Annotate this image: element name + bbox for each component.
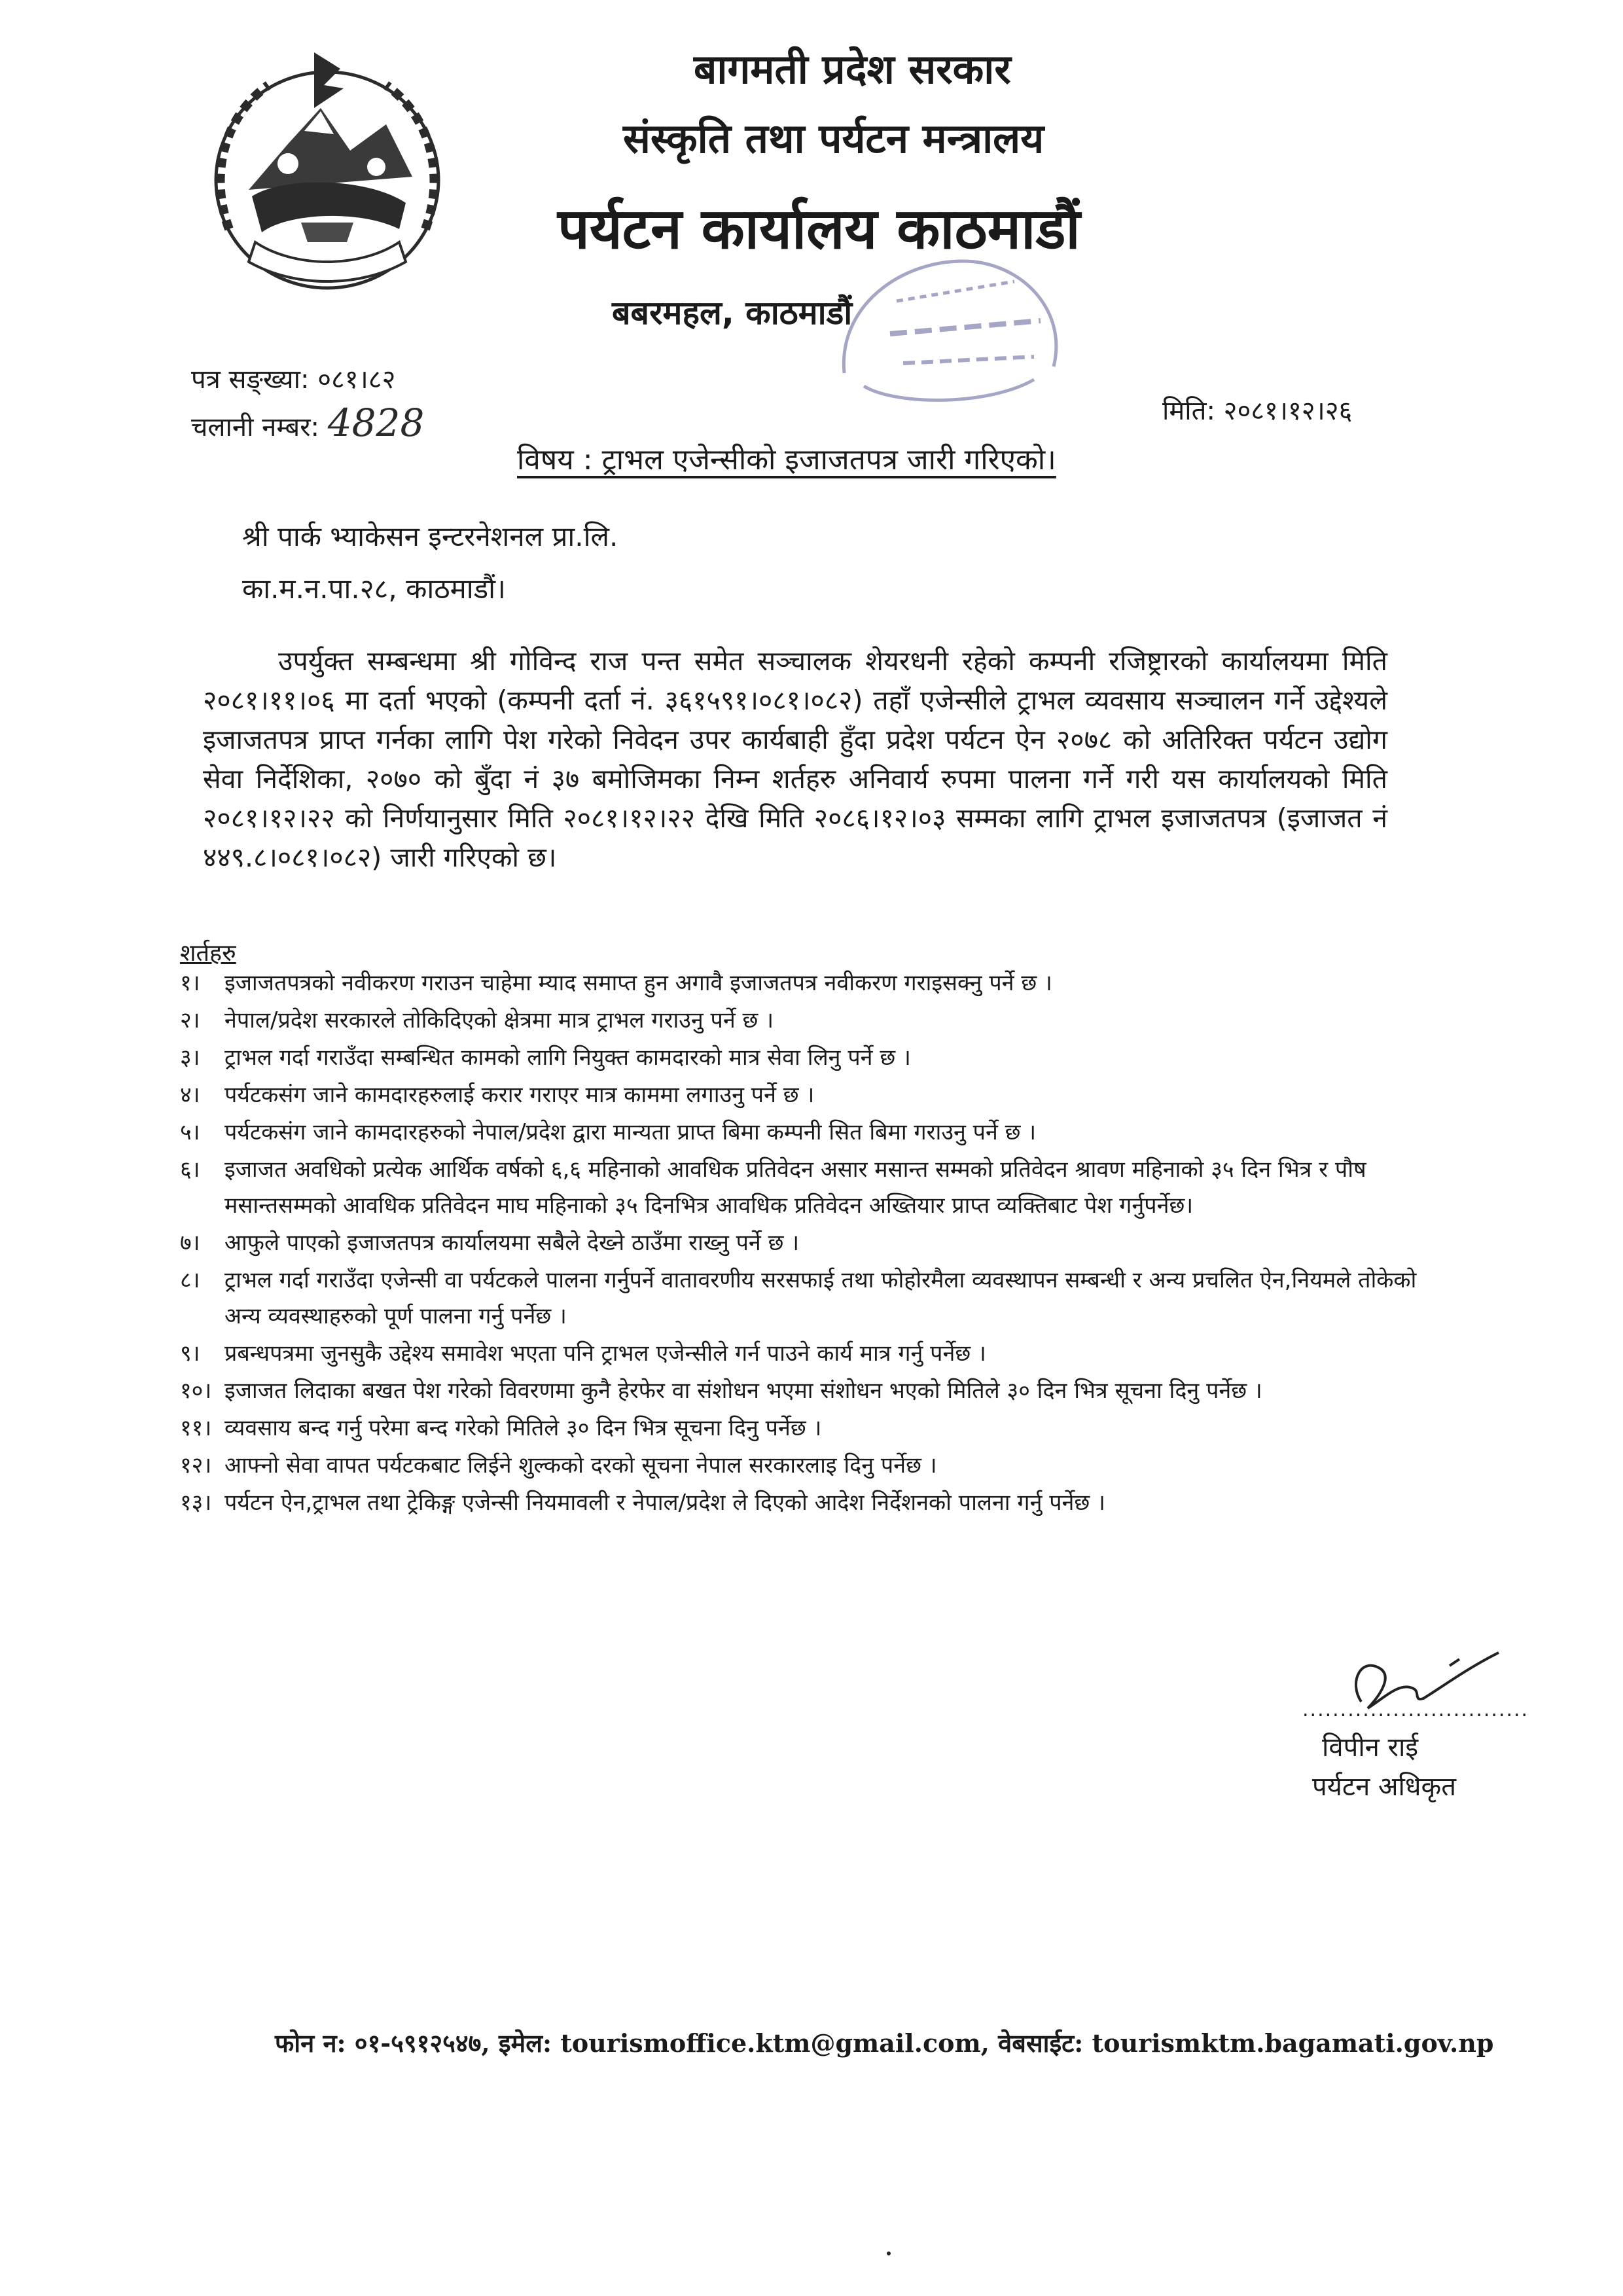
condition-item: ९। प्रबन्धपत्रमा जुनसुकै उद्देश्य समावेश भएता पनि ट्राभल एजेन्सीले गर्न पाउने कार्य मात्र गर्नु पर्नेछ । [180,1340,986,1367]
dispatch-number-value: 4828 [327,401,425,445]
header-province: बागमती प्रदेश सरकार [694,45,1011,93]
letter-number-label: पत्र सङ्ख्या: [191,365,310,395]
condition-item: १२। आफ्नो सेवा वापत पर्यटकबाट लिईने शुल्कको दरको सूचना नेपाल सरकारलाइ दिनु पर्नेछ । [180,1452,937,1479]
dispatch-number [191,401,424,445]
body-paragraph: उपर्युक्त सम्बन्धमा श्री गोविन्द राज पन्त समेत सञ्चालक शेयरधनी रहेको कम्पनी रजिष्ट्रारको कार्यालयमा मिति २०८१।११।०६ मा दर्ता भएको (कम्पनी दर्ता नं. ३६१५९१।०८१।०८२) तहाँ एजेन्सीले ट्राभल व्यवसाय सञ्चालन गर्ने उद्देश्यले इजाजतपत्र प्राप्त गर्नका लागि पेश गरेको निवेदन उपर कार्यबाही हुँदा प्रदेश पर्यटन ऐन २०७८ को अतिरिक्त पर्यटन उद्योग सेवा निर्देशिका, २०७० को बुँदा नं ३७ बमोजिमका निम्न शर्तहरु अनिवार्य रुपमा पालना गर्ने गरी यस कार्यालयको मिति २०८१।१२।२२ को निर्णयानुसार मिति २०८१।१२।२२ देखि मिति २०८६।१२।०३ सम्मका लागि ट्राभल इजाजतपत्र (इजाजत नं ४४९.८।०८१।०८२) जारी गरिएको छ। [203,645,1387,873]
condition-item: २। नेपाल/प्रदेश सरकारले तोकिदिएको क्षेत्रमा मात्र ट्राभल गराउनु पर्ने छ । [180,1007,774,1033]
header-office: पर्यटन कार्यालय काठमाडौं [558,196,1080,262]
conditions-list [180,965,1436,1522]
condition-item: १३। पर्यटन ऐन,ट्राभल तथा ट्रेकिङ्ग एजेन्सी नियमावली र नेपाल/प्रदेश ले दिएको आदेश निर्देशनको पालना गर्नु पर्नेछ । [180,1490,1105,1516]
header-address: बबरमहल, काठमाडौं [612,294,853,332]
page-speck [887,2251,891,2255]
condition-item: ११। व्यवसाय बन्द गर्नु परेमा बन्द गरेको मितिले ३० दिन भित्र सूचना दिनु पर्नेछ । [180,1415,822,1441]
footer-contact: फोन न: ०१-५९१२५४७, इमेल: tourismoffice.ktm@gmail.com, वेबसाईट: tourismktm.bagamati.gov.np [275,2028,1494,2058]
condition-item: ३। ट्राभल गर्दा गराउँदा सम्बन्धित कामको लागि नियुक्त कामदारको मात्र सेवा लिनु पर्ने छ । [180,1045,911,1071]
condition-item: १। इजाजतपत्रको नवीकरण गराउन चाहेमा म्याद समाप्त हुन अगावै इजाजतपत्र नवीकरण गराइसक्नु पर्ने छ । [180,970,1052,996]
condition-item: १०। इजाजत लिदाका बखत पेश गरेको विवरणमा कुनै हेरफेर वा संशोधन भएमा संशोधन भएको मितिले ३० दिन भित्र सूचना दिनु पर्नेछ । [180,1378,1262,1404]
dispatch-number-label: चलानी नम्बर: [191,412,320,442]
condition-item: ४। पर्यटकसंग जाने कामदारहरुलाई करार गराएर मात्र काममा लगाउनु पर्ने छ । [180,1082,815,1108]
signature-line: .............................. [1302,1698,1529,1721]
condition-item: ७। आफुले पाएको इजाजतपत्र कार्यालयमा सबैले देख्ने ठाउँमा राख्नु पर्ने छ । [180,1230,800,1256]
addressee-address: का.म.न.पा.२८, काठमाडौं। [242,573,506,605]
office-stamp-icon [818,242,1093,419]
letter-number-value: ०८१।८२ [317,365,396,395]
condition-item: ६। इजाजत अवधिको प्रत्येक आर्थिक वर्षको ६,६ महिनाको आवधिक प्रतिवेदन असार मसान्त सम्मको प्रतिवेदन श्रावण महिनाको ३५ दिन भित्र र पौष मसान्तसम्मको आवधिक प्रतिवेदन माघ महिनाको ३५ दिनभित्र आवधिक प्रतिवेदन अख्तियार प्राप्त व्यक्तिबाट पेश गर्नुपर्नेछ। [180,1157,1366,1219]
conditions-title: शर्तहरु [180,940,236,967]
header-ministry: संस्कृति तथा पर्यटन मन्त्रालय [623,115,1044,162]
nepal-emblem-icon [190,46,465,308]
addressee-name: श्री पार्क भ्याकेसन इन्टरनेशनल प्रा.लि. [242,520,618,552]
signatory-name: विपीन राई [1322,1732,1418,1763]
letter-date [1162,391,1352,427]
signatory-post: पर्यटन अधिकृत [1312,1772,1457,1802]
condition-item: ५। पर्यटकसंग जाने कामदारहरुको नेपाल/प्रदेश द्वारा मान्यता प्राप्त बिमा कम्पनी सित बिमा गराउनु पर्ने छ । [180,1119,1037,1145]
subject-line: विषय : ट्राभल एजेन्सीको इजाजतपत्र जारी गरिएको। [517,443,1056,476]
condition-item: ८। ट्राभल गर्दा गराउँदा एजेन्सी वा पर्यटकले पालना गर्नुपर्ने वातावरणीय सरसफाई तथा फोहोरमैला व्यवस्थापन सम्बन्धी र अन्य प्रचलित ऐन,नियमले तोकेको अन्य व्यवस्थाहरुको पूर्ण पालना गर्नु पर्नेछ । [180,1267,1417,1329]
letter-date-value: २०८१।१२।२६ [1223,396,1353,426]
letter-number [191,360,395,396]
letter-date-label: मिति: [1162,396,1215,426]
